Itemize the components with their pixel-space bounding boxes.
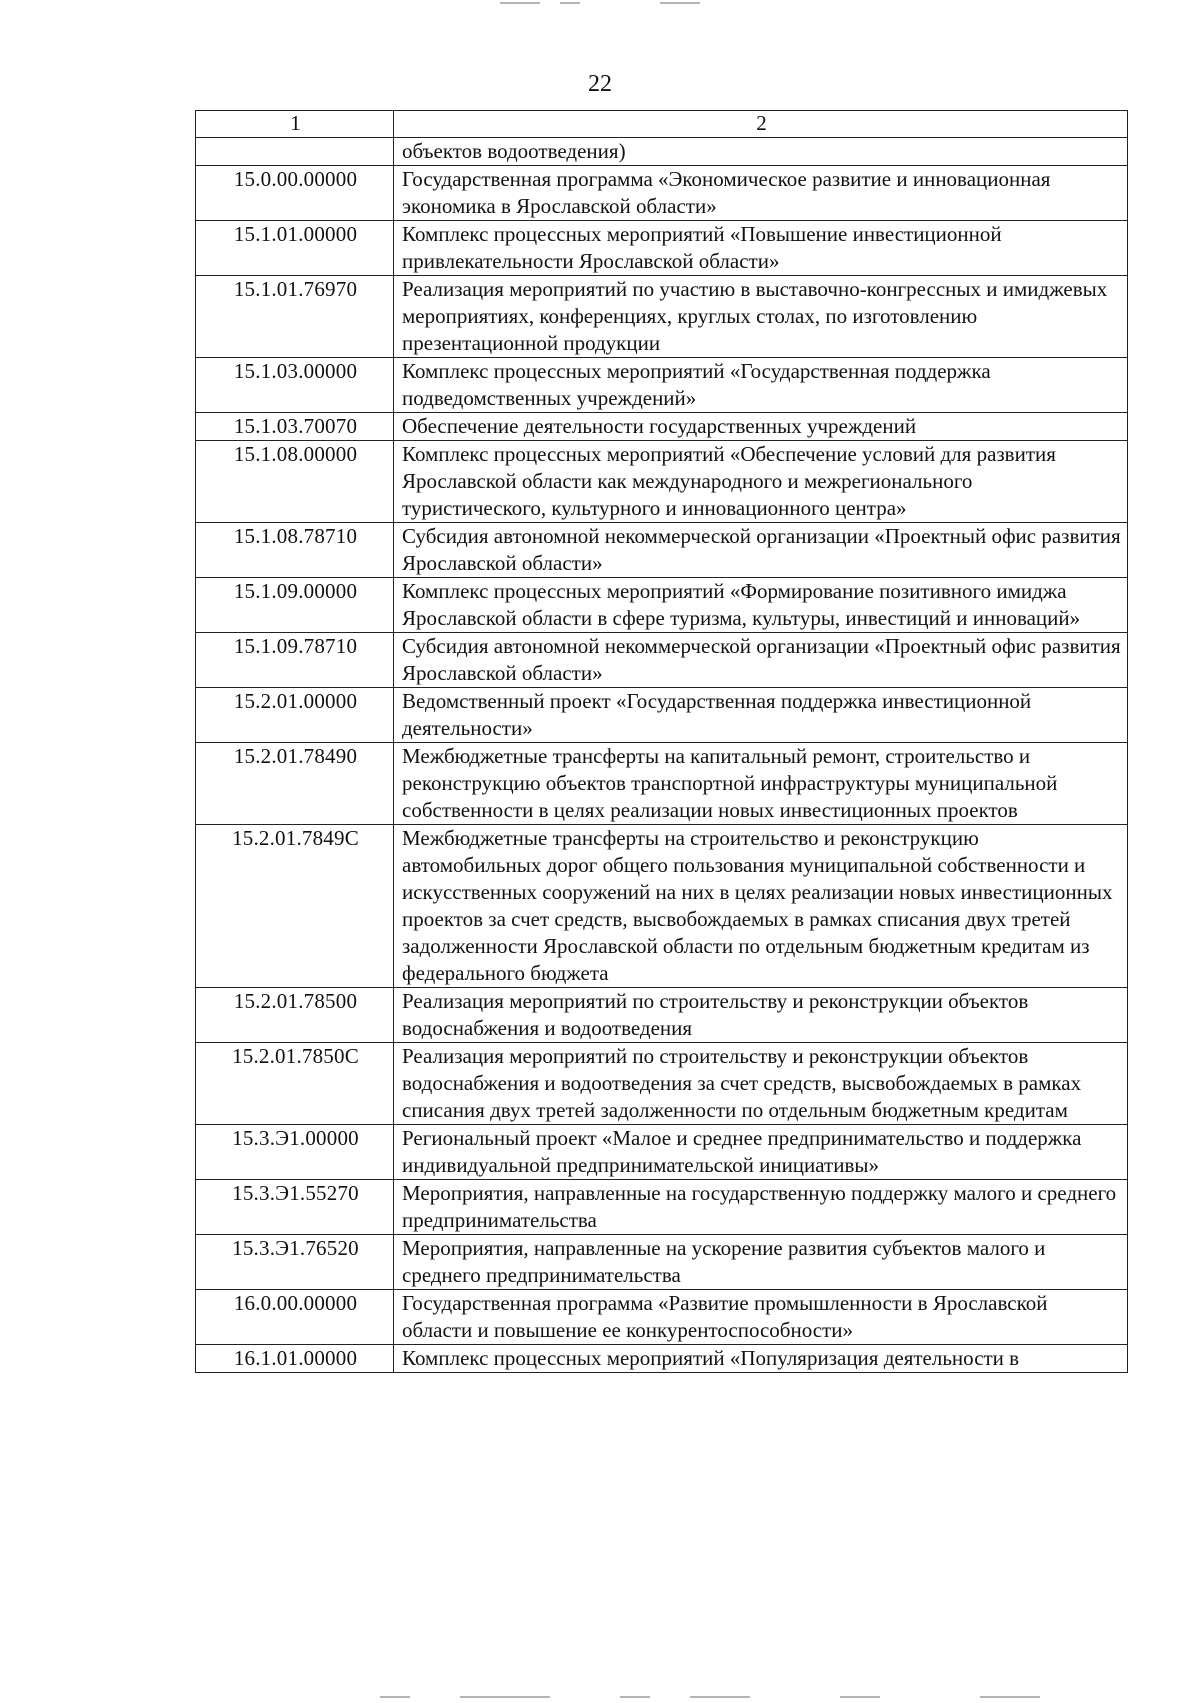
code-cell: 15.0.00.00000 [196, 166, 394, 221]
scan-mark [980, 1696, 1040, 1698]
name-cell: Комплекс процессных мероприятий «Государственная поддержка подведомственных учреждений» [394, 358, 1128, 413]
table-row [196, 743, 1128, 825]
name-cell: Мероприятия, направленные на государственную поддержку малого и среднего предпринимательства [394, 1180, 1128, 1235]
name-cell: Государственная программа «Экономическое развитие и инновационная экономика в Ярославской области» [394, 166, 1128, 221]
code-cell: 15.2.01.00000 [196, 688, 394, 743]
table-row [196, 523, 1128, 578]
name-cell: Межбюджетные трансферты на строительство и реконструкцию автомобильных дорог общего пользования муниципальной собственности и искусственных сооружений на них в целях реализации новых инвестиционных проектов за счет средств, высвобождаемых в рамках списания двух третей задолженности Ярославской области по отдельным бюджетным кредитам из федерального бюджета [394, 825, 1128, 988]
code-cell: 15.2.01.78490 [196, 743, 394, 825]
table-row [196, 138, 1128, 166]
scan-mark [620, 1696, 650, 1698]
table-row [196, 688, 1128, 743]
code-cell: 15.2.01.7849С [196, 825, 394, 988]
name-cell: Мероприятия, направленные на ускорение развития субъектов малого и среднего предпринимательства [394, 1235, 1128, 1290]
name-cell: Реализация мероприятий по строительству и реконструкции объектов водоснабжения и водоотведения [394, 988, 1128, 1043]
table-row [196, 1290, 1128, 1345]
code-cell: 15.1.08.78710 [196, 523, 394, 578]
table-row [196, 988, 1128, 1043]
code-cell: 15.2.01.78500 [196, 988, 394, 1043]
code-cell: 15.1.01.00000 [196, 221, 394, 276]
table-body [196, 138, 1128, 1373]
code-cell: 15.1.01.76970 [196, 276, 394, 358]
table-row [196, 578, 1128, 633]
code-cell: 15.1.03.00000 [196, 358, 394, 413]
scan-mark [840, 1696, 880, 1698]
table-row [196, 1125, 1128, 1180]
scan-mark [690, 1696, 750, 1698]
table-row [196, 1043, 1128, 1125]
name-cell: Реализация мероприятий по участию в выставочно-конгрессных и имиджевых мероприятиях, конференциях, круглых столах, по изготовлению презентационной продукции [394, 276, 1128, 358]
table-row [196, 166, 1128, 221]
name-cell: Комплекс процессных мероприятий «Популяризация деятельности в [394, 1345, 1128, 1373]
name-cell: Комплекс процессных мероприятий «Повышение инвестиционной привлекательности Ярославской области» [394, 221, 1128, 276]
code-cell: 15.1.09.00000 [196, 578, 394, 633]
name-cell: объектов водоотведения) [394, 138, 1128, 166]
name-cell: Субсидия автономной некоммерческой организации «Проектный офис развития Ярославской области» [394, 633, 1128, 688]
name-cell: Комплекс процессных мероприятий «Обеспечение условий для развития Ярославской области как международного и межрегионального туристического, культурного и инновационного центра» [394, 441, 1128, 523]
code-cell: 15.1.09.78710 [196, 633, 394, 688]
table-row [196, 358, 1128, 413]
name-cell: Государственная программа «Развитие промышленности в Ярославской области и повышение ее конкурентоспособности» [394, 1290, 1128, 1345]
name-cell: Субсидия автономной некоммерческой организации «Проектный офис развития Ярославской области» [394, 523, 1128, 578]
table-row [196, 633, 1128, 688]
table-row [196, 221, 1128, 276]
name-cell: Комплекс процессных мероприятий «Формирование позитивного имиджа Ярославской области в сфере туризма, культуры, инвестиций и инноваций» [394, 578, 1128, 633]
code-cell: 15.3.Э1.76520 [196, 1235, 394, 1290]
code-cell: 15.2.01.7850С [196, 1043, 394, 1125]
code-cell [196, 138, 394, 166]
name-cell: Реализация мероприятий по строительству и реконструкции объектов водоснабжения и водоотведения за счет средств, высвобождаемых в рамках списания двух третей задолженности по отдельным бюджетным кредитам [394, 1043, 1128, 1125]
name-cell: Обеспечение деятельности государственных учреждений [394, 413, 1128, 441]
code-cell: 15.3.Э1.00000 [196, 1125, 394, 1180]
scan-mark [560, 2, 580, 4]
classification-table [195, 110, 1128, 1373]
table-header-row [196, 111, 1128, 138]
table-row [196, 825, 1128, 988]
scan-mark [660, 2, 700, 4]
column-header-name: 2 [394, 111, 1128, 138]
name-cell: Межбюджетные трансферты на капитальный ремонт, строительство и реконструкцию объектов транспортной инфраструктуры муниципальной собственности в целях реализации новых инвестиционных проектов [394, 743, 1128, 825]
table-row [196, 413, 1128, 441]
code-cell: 15.3.Э1.55270 [196, 1180, 394, 1235]
column-header-code: 1 [196, 111, 394, 138]
scan-mark [460, 1696, 550, 1698]
table-row [196, 1235, 1128, 1290]
code-cell: 15.1.03.70070 [196, 413, 394, 441]
code-cell: 15.1.08.00000 [196, 441, 394, 523]
table-row [196, 1345, 1128, 1373]
scan-mark [380, 1696, 410, 1698]
table-row [196, 441, 1128, 523]
name-cell: Региональный проект «Малое и среднее предпринимательство и поддержка индивидуальной предпринимательской инициативы» [394, 1125, 1128, 1180]
page-number: 22 [588, 71, 612, 97]
table-row [196, 276, 1128, 358]
table-row [196, 1180, 1128, 1235]
code-cell: 16.0.00.00000 [196, 1290, 394, 1345]
name-cell: Ведомственный проект «Государственная поддержка инвестиционной деятельности» [394, 688, 1128, 743]
scan-mark [500, 2, 540, 4]
code-cell: 16.1.01.00000 [196, 1345, 394, 1373]
